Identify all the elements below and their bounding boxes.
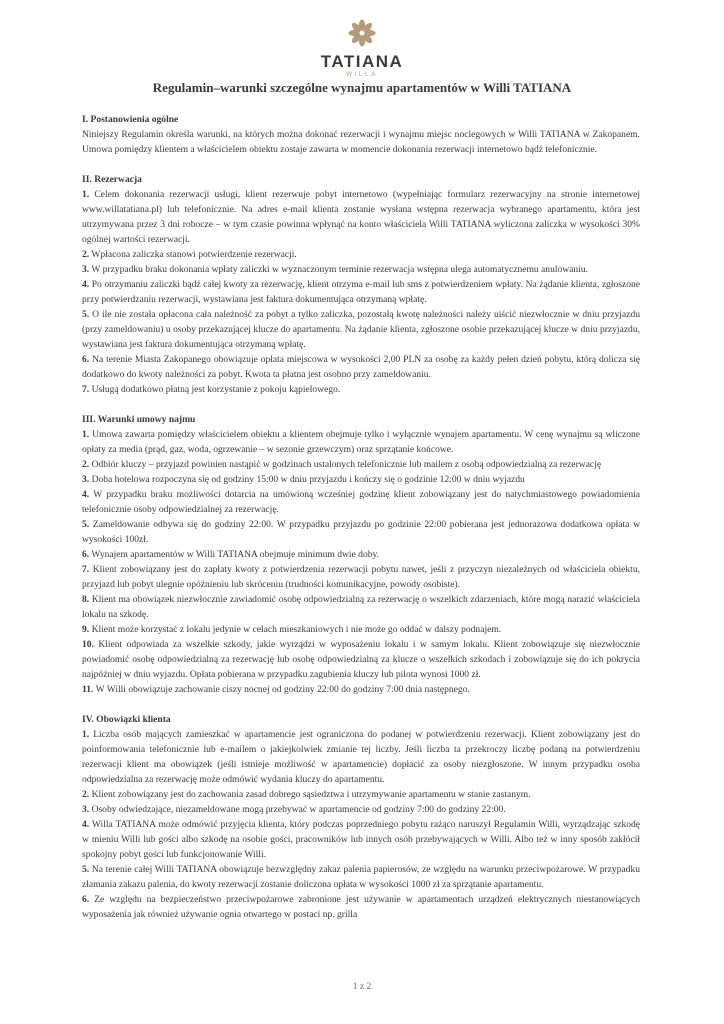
paragraph (82, 262, 640, 277)
paragraph-number: 9. (82, 624, 90, 635)
paragraph-text: Liczba osób mających zamieszkać w apartamencie jest ograniczona do podanej w potwierdzeniu rezerwacji. Klient zobowiązany jest do poinformowania telefonicznie lub e-mailem o jakiejkolwiek zmianie tej liczby. Jeśli liczba ta przekroczy liczbę podaną na potwierdzeniu rezerwacji klient ma obowiązek (jeśli istnieje możliwość w apartamencie) dopłacić za osoby niezgłoszone. W innym przypadku osoba odpowiedzialna za rezerwację może odmówić wydania kluczy do apartamentu. (82, 729, 641, 785)
paragraph-number: 4. (82, 489, 90, 500)
section (82, 172, 640, 397)
paragraph-text: Na terenie całej Willi TATIANA obowiązuje bezwzględny zakaz palenia papierosów, ze względu na warunku przeciwpożarowe. W przypadku złamania zakazu palenia, do kwoty rezerwacji zostanie doliczona opłata w wysokości 1000 zł za sprzątanie apartamentu. (82, 864, 640, 890)
paragraph-text: W przypadku braku możliwości dotarcia na umówioną wcześniej godzinę klient zobowiązany jest do natychmiastowego powiadomienia telefonicznie osoby odpowiedzialnej za rezerwację. (82, 489, 640, 515)
paragraph-text: Klient ma obowiązek niezwłocznie zawiadomić osobę odpowiedzialną za rezerwację o wszelkich zdarzeniach, które mogą narazić właściciela lokalu na szkodę. (82, 594, 640, 620)
paragraph-number: 6. (82, 549, 90, 560)
flower-logo-icon (347, 18, 377, 48)
paragraph (82, 892, 640, 922)
paragraph-text: Wynajem apartamentów w Willi TATIANA obejmuje minimum dwie doby. (91, 549, 380, 560)
page-number: 1 z 2 (352, 982, 372, 992)
paragraph-number: 7. (82, 564, 90, 575)
paragraph-number: 6. (82, 894, 90, 905)
paragraph-text: Klient zobowiązany jest do zachowania zasad dobrego sąsiedztwa i utrzymywanie apartamentu w stanie zastanym. (91, 789, 531, 800)
logo-subtitle: WILLA (345, 71, 378, 78)
logo-name: TATIANA (320, 52, 404, 71)
paragraph-text: Osoby odwiedzające, niezameldowane mogą przebywać w apartamencie od godziny 7:00 do godziny 22:00. (91, 804, 506, 815)
paragraph-number: 1. (82, 429, 90, 440)
paragraph-number: 1. (82, 189, 90, 200)
section (82, 112, 640, 157)
paragraph-text: Klient może korzystać z lokalu jedynie w celach mieszkaniowych i nie może go oddać w dalszy podnajem. (91, 624, 502, 635)
paragraph (82, 352, 640, 382)
paragraph-text: Klient zobowiązany jest do zapłaty kwoty z potwierdzenia rezerwacji pobytu nawet, jeśli z przyczyn niezależnych od właściciela obiektu, przyjazd lub pobyt ulegnie opóźnieniu lub skróceniu (trudności komunikacyjne, powody osobiste). (82, 564, 640, 590)
paragraph-text: W Willi obowiązuje zachowanie ciszy nocnej od godziny 22:00 do godziny 7:00 dnia następnego. (95, 684, 470, 695)
paragraph-number: 2. (82, 459, 90, 470)
paragraph-text: Po otrzymaniu zaliczki bądź całej kwoty za rezerwację, klient otrzyma e-mail lub sms z potwierdzeniem wpłaty. Na żądanie klienta, zgłoszone przy potwierdzaniu rezerwacji, wystawiana jest faktura dokumentująca otrzymaną wpłatę. (82, 279, 640, 305)
paragraph-number: 2. (82, 249, 90, 260)
paragraph (82, 562, 640, 592)
paragraph (82, 727, 640, 787)
paragraph-text: Wpłacona zaliczka stanowi potwierdzenie rezerwacji. (91, 249, 297, 260)
paragraph-number: 3. (82, 264, 90, 275)
paragraph (82, 307, 640, 352)
paragraph-number: 6. (82, 354, 90, 365)
paragraph (82, 517, 640, 547)
paragraph-text: Ze względu na bezpieczeństwo przeciwpożarowe zabronione jest używanie w apartamentach urządzeń elektrycznych niestanowiących wyposażenia jak również używanie ognia otwartego w postaci np. grilla (82, 894, 641, 920)
section-heading: IV. Obowiązki klienta (82, 714, 171, 725)
paragraph-text: W przypadku braku dokonania wpłaty zaliczki w wyznaczonym terminie rezerwacja wstępna ulega automatycznemu anulowaniu. (91, 264, 588, 275)
paragraph (82, 592, 640, 622)
paragraph (82, 487, 640, 517)
paragraph-text: Doba hotelowa rozpoczyna się od godziny 15:00 w dniu przyjazdu i kończy się o godzinie 12:00 w dniu wyjazdu (91, 474, 525, 485)
paragraph-text: Willa TATIANA może odmówić przyjęcia klienta, który podczas poprzedniego pobytu rażąco naruszył Regulamin Willi, wyrządzając szkodę w mieniu Willi lub gości albo szkodę na osobie gości, pracowników lub innych osób przebywających w Willi. Albo też w inny sposób zakłócił spokojny pobyt gości lub funkcjonowanie Willi. (82, 819, 641, 860)
paragraph-number: 1. (82, 729, 90, 740)
paragraph-number: 4. (82, 819, 90, 830)
paragraph (82, 457, 640, 472)
paragraph-number: 2. (82, 789, 90, 800)
paragraph-text: Niniejszy Regulamin określa warunki, na których można dokonać rezerwacji i wynajmu miejsc noclegowych w Willi TATIANA w Zakopanem. Umowa pomiędzy klientem a właścicielem obiektu zostaje zawarta w momencie dokonania rezerwacji internetowo bądź telefonicznie. (82, 129, 640, 155)
section-heading: II. Rezerwacja (82, 174, 142, 185)
paragraph (82, 247, 640, 262)
paragraph-number: 10. (82, 639, 94, 650)
paragraph-text: O ile nie została opłacona cała należność za pobyt a tylko zaliczka, pozostałą kwotę należności należy uiścić niezwłocznie w dniu przyjazdu (przy zameldowaniu) u osoby przekazującej klucze do apartamentu. Na żądanie klienta, zgłoszone osobie przekazującej klucze w dniu przyjazdu, wystawiana jest faktura dokumentująca otrzymaną wpłatę. (82, 309, 640, 350)
paragraph-text: Celem dokonania rezerwacji usługi, klient rezerwuje pobyt internetowo (wypełniając formularz rezerwacyjny na stronie internetowej www.willatatiana.pl) lub telefonicznie. Na adres e-mail klienta zostanie wysłana wstępna rezerwacja wybranego apartamentu, która jest utrzymywana przez 3 dni robocze – w tym czasie powinna wpłynąć na konto właściciela Willi TATIANA wyliczona zaliczka w wysokości 30% ogólnej wartości rezerwacji. (82, 189, 641, 245)
paragraph-number: 5. (82, 864, 90, 875)
paragraph-number: 7. (82, 384, 90, 395)
paragraph-text: Na terenie Miasta Zakopanego obowiązuje opłata miejscowa w wysokości 2,00 PLN za osobę za każdy pełen dzień pobytu, którą dolicza się dodatkowo do kwoty należności za pobyt. Kwota ta płatna jest osobno przy zameldowaniu. (82, 354, 641, 380)
paragraph-text: Zameldowanie odbywa się do godziny 22:00. W przypadku przyjazdu po godzinie 22:00 pobierana jest jednorazowa dodatkowa opłata w wysokości 100zł. (82, 519, 640, 545)
paragraph-number: 5. (82, 519, 90, 530)
paragraph (82, 622, 640, 637)
section-heading: III. Warunki umowy najmu (82, 414, 196, 425)
paragraph (82, 802, 640, 817)
paragraph-text: Umowa zawarta pomiędzy właścicielem obiektu a klientem obejmuje tylko i wyłącznie wynajem apartamentu. W cenę wynajmu są wliczone opłaty za media (prąd, gaz, woda, ogrzewanie – w sezonie grzewczym) oraz sprzątanie końcowe. (82, 429, 640, 455)
paragraph-number: 5. (82, 309, 90, 320)
paragraph (82, 787, 640, 802)
paragraph-number: 3. (82, 474, 90, 485)
paragraph-number: 4. (82, 279, 90, 290)
document-title: Regulamin–warunki szczególne wynajmu apartamentów w Willi TATIANA (152, 80, 572, 95)
paragraph (82, 682, 640, 697)
paragraph-text: Klient odpowiada za wszelkie szkody, jakie wyrządzi w wyposażeniu lokalu i w samym lokalu. Klient zobowiązuje się niezwłocznie powiadomić osobę odpowiedzialną za rezerwację lub osobę odpowiedzialną za klucze o wszelkich szkodach i zobowiązuje się do ich pokrycia najpóźniej w dniu wyjazdu. Opłata pobierana w przypadku zagubienia kluczy lub pilota wynosi 1000 zł. (82, 639, 641, 680)
paragraph (82, 382, 640, 397)
section (82, 412, 640, 697)
paragraph (82, 637, 640, 682)
paragraph (82, 862, 640, 892)
paragraph-text: Usługą dodatkowo płatną jest korzystanie z pokoju kąpielowego. (91, 384, 341, 395)
section-heading: I. Postanowienia ogólne (82, 114, 179, 125)
paragraph-text: Odbiór kluczy – przyjazd powinien nastąpić w godzinach ustalonych telefonicznie lub mailem z osobą odpowiedzialną za rezerwację (91, 459, 602, 470)
paragraph (82, 127, 640, 157)
paragraph (82, 427, 640, 457)
paragraph (82, 547, 640, 562)
paragraph-number: 3. (82, 804, 90, 815)
paragraph-number: 11. (82, 684, 94, 695)
paragraph (82, 472, 640, 487)
paragraph (82, 187, 640, 247)
paragraph (82, 277, 640, 307)
paragraph (82, 817, 640, 862)
paragraph-number: 8. (82, 594, 90, 605)
section (82, 712, 640, 922)
logo (0, 18, 724, 79)
document-body (82, 112, 640, 937)
